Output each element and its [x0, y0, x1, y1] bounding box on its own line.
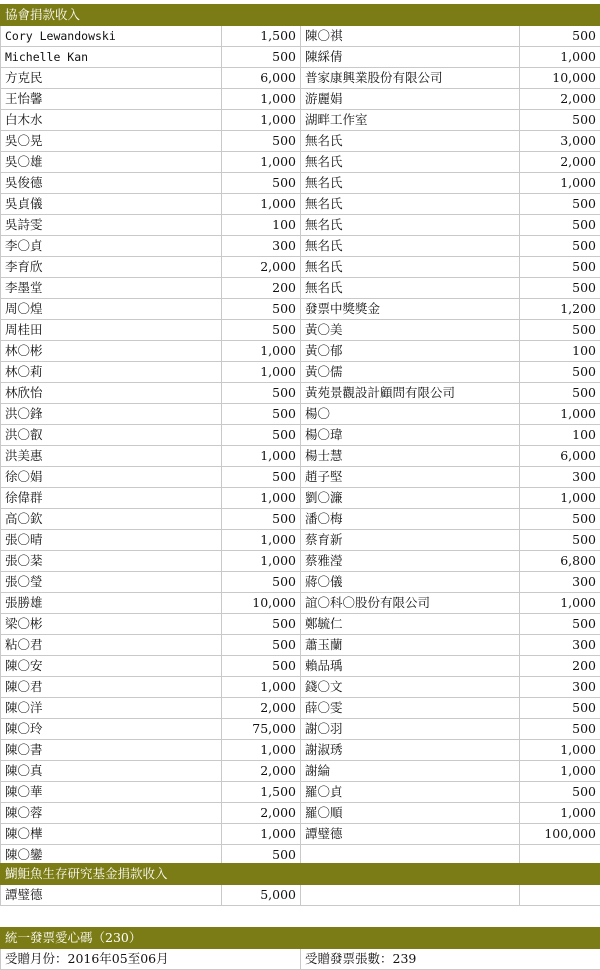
- donor-amount: 500: [520, 215, 600, 236]
- table-row: [1, 152, 600, 173]
- donor-name: 周〇煌: [1, 299, 222, 320]
- donor-amount: 500: [222, 845, 301, 866]
- donor-amount: 500: [520, 26, 600, 47]
- donor-amount: 1,000: [222, 530, 301, 551]
- donor-amount: 300: [520, 467, 600, 488]
- donor-amount: 500: [520, 719, 600, 740]
- donor-name: 白木水: [1, 110, 222, 131]
- table-row: [1, 425, 600, 446]
- donor-amount: 500: [222, 404, 301, 425]
- donor-amount: 1,000: [222, 740, 301, 761]
- donor-amount: 500: [520, 530, 600, 551]
- donor-amount: 5,000: [222, 885, 301, 906]
- donor-name: 無名氏: [301, 152, 520, 173]
- donor-amount: 1,000: [520, 803, 600, 824]
- section-title: 鰗鮔魚生存研究基金捐款收入: [1, 864, 600, 885]
- donor-amount: 1,000: [222, 152, 301, 173]
- section-title: 協會捐款收入: [1, 5, 600, 26]
- table-row: [1, 488, 600, 509]
- donor-amount: 1,000: [222, 446, 301, 467]
- table-row: [1, 572, 600, 593]
- table-row: [1, 593, 600, 614]
- donor-name: 蔡雅瀅: [301, 551, 520, 572]
- donor-amount: 300: [520, 677, 600, 698]
- donor-name: Cory Lewandowski: [1, 26, 222, 47]
- donor-amount: 500: [520, 383, 600, 404]
- invoice-month: 受贈月份：2016年05至06月: [1, 949, 301, 970]
- donor-amount: 1,200: [520, 299, 600, 320]
- donor-name: 陳〇安: [1, 656, 222, 677]
- table-row: [1, 341, 600, 362]
- table-row: [1, 761, 600, 782]
- donor-name: 吳貞儀: [1, 194, 222, 215]
- donor-name: 無名氏: [301, 173, 520, 194]
- donor-name: 張〇晴: [1, 530, 222, 551]
- donor-amount: 1,000: [222, 362, 301, 383]
- table-row: [1, 656, 600, 677]
- donor-amount: 500: [520, 194, 600, 215]
- donor-name: 林欣怡: [1, 383, 222, 404]
- donor-amount: 10,000: [222, 593, 301, 614]
- section-header: [1, 864, 600, 885]
- donor-name: 湖畔工作室: [301, 110, 520, 131]
- donor-amount: 100,000: [520, 824, 600, 845]
- donor-name: 陳〇君: [1, 677, 222, 698]
- donor-amount: 500: [222, 635, 301, 656]
- table-row: [1, 635, 600, 656]
- donor-name: 陳〇玲: [1, 719, 222, 740]
- donor-amount: 500: [222, 383, 301, 404]
- donor-name: 無名氏: [301, 215, 520, 236]
- donor-amount: 3,000: [520, 131, 600, 152]
- donor-name: 高〇欽: [1, 509, 222, 530]
- donor-name: 謝淑琇: [301, 740, 520, 761]
- table-row: [1, 404, 600, 425]
- donor-name: 吳俊德: [1, 173, 222, 194]
- donor-amount: 1,000: [222, 551, 301, 572]
- donor-amount: [520, 885, 600, 906]
- table-row: [1, 803, 600, 824]
- donor-amount: 500: [520, 782, 600, 803]
- table-row: [1, 719, 600, 740]
- donor-amount: 500: [222, 572, 301, 593]
- table-row: [1, 782, 600, 803]
- donor-name: Michelle Kan: [1, 47, 222, 68]
- table-row: [1, 236, 600, 257]
- donor-amount: 2,000: [520, 89, 600, 110]
- donor-amount: 100: [520, 341, 600, 362]
- table-row: [1, 885, 600, 906]
- donor-amount: 500: [222, 173, 301, 194]
- donor-name: 李〇貞: [1, 236, 222, 257]
- donor-name: 李墨堂: [1, 278, 222, 299]
- donor-amount: 500: [520, 509, 600, 530]
- donor-amount: 200: [222, 278, 301, 299]
- donor-name: 林〇彬: [1, 341, 222, 362]
- donor-amount: 500: [222, 509, 301, 530]
- donor-name: 普家康興業股份有限公司: [301, 68, 520, 89]
- donor-name: 誼〇科〇股份有限公司: [301, 593, 520, 614]
- donor-name: 謝〇羽: [301, 719, 520, 740]
- donor-amount: 500: [520, 362, 600, 383]
- donor-amount: 1,000: [520, 740, 600, 761]
- table-row: [1, 47, 600, 68]
- donor-name: 陳〇樺: [1, 824, 222, 845]
- donor-amount: 100: [520, 425, 600, 446]
- table-row: [1, 362, 600, 383]
- donor-name: 周桂田: [1, 320, 222, 341]
- donor-amount: 1,500: [222, 26, 301, 47]
- donor-name: 劉〇濂: [301, 488, 520, 509]
- table-row: [1, 26, 600, 47]
- table-row: [1, 215, 600, 236]
- donor-amount: 500: [222, 467, 301, 488]
- donor-amount: 6,000: [520, 446, 600, 467]
- donor-name: 徐偉群: [1, 488, 222, 509]
- donor-amount: 2,000: [222, 761, 301, 782]
- donor-name: 李育欣: [1, 257, 222, 278]
- donor-name: 蔣〇儀: [301, 572, 520, 593]
- table-row: [1, 110, 600, 131]
- table-row: [1, 614, 600, 635]
- donor-name: 錢〇文: [301, 677, 520, 698]
- donor-amount: 500: [520, 257, 600, 278]
- donor-amount: 500: [222, 425, 301, 446]
- donor-name: 陳〇蓉: [1, 803, 222, 824]
- donor-name: 楊士慧: [301, 446, 520, 467]
- table-row: [1, 257, 600, 278]
- donor-name: 方克民: [1, 68, 222, 89]
- donor-name: 薛〇雯: [301, 698, 520, 719]
- donor-name: 洪〇鋒: [1, 404, 222, 425]
- donor-amount: 2,000: [222, 803, 301, 824]
- donor-name: 張〇瑩: [1, 572, 222, 593]
- donor-amount: 100: [222, 215, 301, 236]
- donor-name: 羅〇順: [301, 803, 520, 824]
- donor-amount: 300: [520, 572, 600, 593]
- table-row: [1, 173, 600, 194]
- donor-name: 楊〇: [301, 404, 520, 425]
- donor-amount: 6,000: [222, 68, 301, 89]
- donor-name: 吳〇晃: [1, 131, 222, 152]
- donor-amount: 500: [222, 656, 301, 677]
- donor-name: 陳〇真: [1, 761, 222, 782]
- table-row: [1, 740, 600, 761]
- donor-amount: 500: [520, 278, 600, 299]
- donor-name: 陳綵倩: [301, 47, 520, 68]
- donor-amount: 1,000: [222, 89, 301, 110]
- donor-name: 蔡育新: [301, 530, 520, 551]
- donor-name: 羅〇貞: [301, 782, 520, 803]
- donor-name: 謝綸: [301, 761, 520, 782]
- donor-amount: 10,000: [520, 68, 600, 89]
- donor-name: 陳〇書: [1, 740, 222, 761]
- donor-amount: 500: [222, 47, 301, 68]
- donor-name: 徐〇娟: [1, 467, 222, 488]
- donor-amount: 1,000: [222, 677, 301, 698]
- donor-amount: 500: [520, 110, 600, 131]
- section-title: 統一發票愛心碼（230）: [1, 928, 600, 949]
- table-row: [1, 278, 600, 299]
- donor-name: 譚璧德: [1, 885, 222, 906]
- table-row: [1, 131, 600, 152]
- table-row: [1, 89, 600, 110]
- donor-name: 梁〇彬: [1, 614, 222, 635]
- section-header: [1, 5, 600, 26]
- donor-name: 粘〇君: [1, 635, 222, 656]
- donor-name: 黃〇郁: [301, 341, 520, 362]
- table-row: [1, 530, 600, 551]
- donor-name: 無名氏: [301, 278, 520, 299]
- donor-name: 洪美惠: [1, 446, 222, 467]
- table-row: [1, 551, 600, 572]
- table-row: [1, 383, 600, 404]
- donor-amount: 300: [222, 236, 301, 257]
- donor-name: 趙子堅: [301, 467, 520, 488]
- donor-amount: 500: [520, 698, 600, 719]
- donor-name: 賴品瑀: [301, 656, 520, 677]
- table-row: [1, 824, 600, 845]
- donor-amount: 500: [222, 614, 301, 635]
- donor-amount: 1,500: [222, 782, 301, 803]
- donor-name: 張勝雄: [1, 593, 222, 614]
- donor-amount: 75,000: [222, 719, 301, 740]
- table-row: [1, 677, 600, 698]
- donor-amount: 1,000: [520, 761, 600, 782]
- table-row: [1, 509, 600, 530]
- invoice-table: [0, 927, 600, 970]
- donor-amount: 500: [520, 614, 600, 635]
- donor-name: 游麗娟: [301, 89, 520, 110]
- donor-name: 發票中獎獎金: [301, 299, 520, 320]
- donor-name: 無名氏: [301, 257, 520, 278]
- table-row: [1, 194, 600, 215]
- donor-amount: 1,000: [520, 404, 600, 425]
- donor-amount: 500: [222, 320, 301, 341]
- donor-amount: 1,000: [520, 47, 600, 68]
- donor-amount: 2,000: [222, 257, 301, 278]
- donor-name: 譚璧德: [301, 824, 520, 845]
- donor-name: 陳〇祺: [301, 26, 520, 47]
- donor-amount: 1,000: [520, 488, 600, 509]
- donor-name: 黃苑景觀設計顧問有限公司: [301, 383, 520, 404]
- donor-name: 陳〇華: [1, 782, 222, 803]
- donor-amount: 1,000: [222, 341, 301, 362]
- fund-table: [0, 863, 600, 906]
- donor-name: 無名氏: [301, 194, 520, 215]
- donor-amount: 1,000: [222, 194, 301, 215]
- donor-amount: 6,800: [520, 551, 600, 572]
- donor-amount: 1,000: [520, 593, 600, 614]
- donor-amount: 1,000: [222, 824, 301, 845]
- donor-name: 無名氏: [301, 131, 520, 152]
- table-row: [1, 299, 600, 320]
- table-row: [1, 467, 600, 488]
- table-row: [1, 698, 600, 719]
- table-row: [1, 320, 600, 341]
- donor-name: 黃〇儒: [301, 362, 520, 383]
- table-row: [1, 446, 600, 467]
- table-row: [1, 949, 600, 970]
- donor-name: 蕭玉蘭: [301, 635, 520, 656]
- donor-name: 洪〇叡: [1, 425, 222, 446]
- donor-amount: 500: [222, 299, 301, 320]
- donor-name: 無名氏: [301, 236, 520, 257]
- donor-name: 黃〇美: [301, 320, 520, 341]
- donor-name: 楊〇瑋: [301, 425, 520, 446]
- donor-amount: 500: [520, 236, 600, 257]
- donor-name: 張〇棻: [1, 551, 222, 572]
- invoice-count: 受贈發票張數：239: [301, 949, 600, 970]
- donor-amount: 200: [520, 656, 600, 677]
- donor-name: 吳〇雄: [1, 152, 222, 173]
- donation-table: [0, 4, 600, 866]
- section-header: [1, 928, 600, 949]
- donor-name: 林〇莉: [1, 362, 222, 383]
- donor-amount: 500: [222, 131, 301, 152]
- donor-amount: 2,000: [520, 152, 600, 173]
- donor-name: [301, 885, 520, 906]
- donor-name: 吳詩雯: [1, 215, 222, 236]
- donor-name: 陳〇洋: [1, 698, 222, 719]
- donor-amount: 1,000: [520, 173, 600, 194]
- donor-name: 陳〇鑾: [1, 845, 222, 866]
- donor-amount: 1,000: [222, 488, 301, 509]
- donor-name: 潘〇梅: [301, 509, 520, 530]
- donor-amount: 500: [520, 320, 600, 341]
- donor-name: 鄭毓仁: [301, 614, 520, 635]
- table-row: [1, 68, 600, 89]
- donor-amount: 2,000: [222, 698, 301, 719]
- donor-amount: 1,000: [222, 110, 301, 131]
- donor-amount: 300: [520, 635, 600, 656]
- donor-name: 王怡馨: [1, 89, 222, 110]
